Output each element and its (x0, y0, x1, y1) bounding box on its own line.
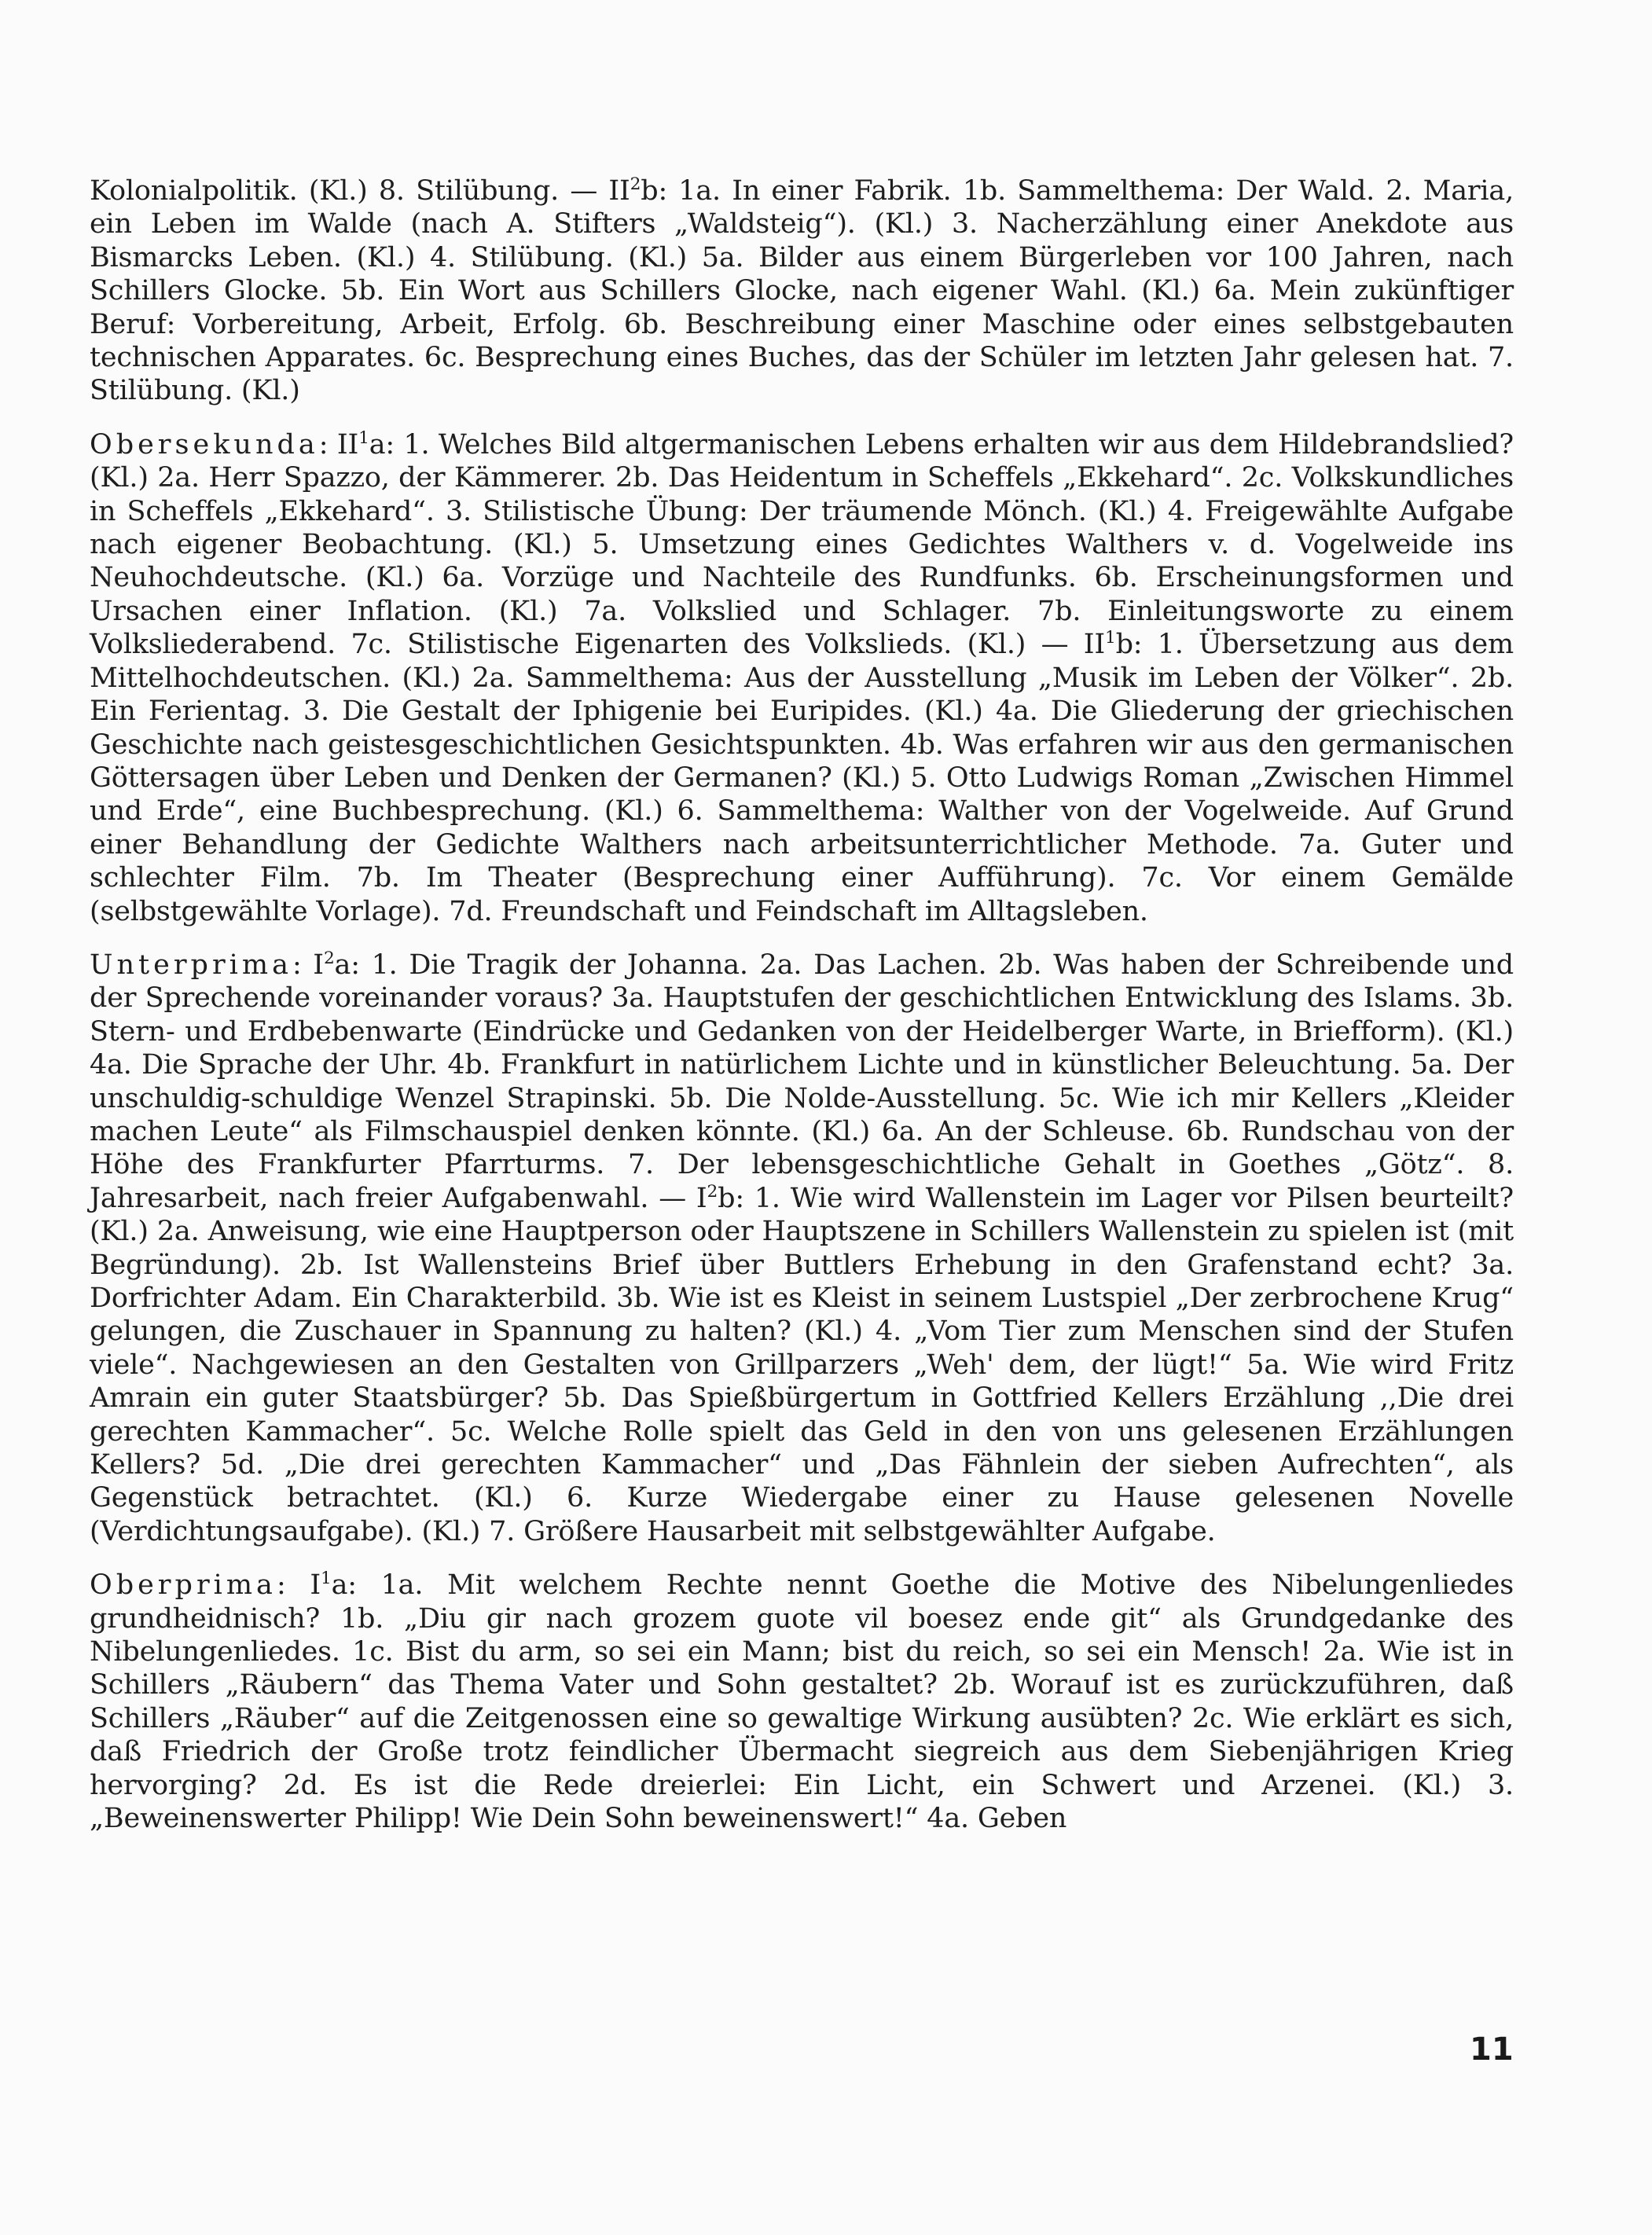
paragraph-oberprima (90, 1569, 1514, 1835)
text-segment: : I (292, 949, 324, 981)
superscript: 2 (707, 1181, 718, 1202)
class-label: Unterprima (90, 949, 292, 981)
class-label: Obersekunda (90, 428, 319, 461)
text-segment: b: 1. Übersetzung aus dem Mittelhochdeutschen. (Kl.) 2a. Sammelthema: Aus der Ausstellung „Musik im Leben der Völker“. 2b. Ein Ferientag. 3. Die Gestalt der Iphigenie bei Euripides. (Kl.) 4a. Die Gliederung der griechischen Geschichte nach geistesgeschichtlichen Gesichtspunkten. 4b. Was erfahren wir aus den germanischen Göttersagen über Leben und Denken der Germanen? (Kl.) 5. Otto Ludwigs Roman „Zwischen Himmel und Erde“, eine Buchbesprechung. (Kl.) 6. Sammelthema: Walther von der Vogelweide. Auf Grund einer Behandlung der Gedichte Walthers nach arbeitsunterrichtlicher Methode. 7a. Guter und schlechter Film. 7b. Im Theater (Besprechung einer Aufführung). 7c. Vor einem Gemälde (selbstgewählte Vorlage). 7d. Freundschaft und Feindschaft im Alltagsleben. (90, 629, 1514, 927)
text-segment: b: 1a. In einer Fabrik. 1b. Sammelthema: Der Wald. 2. Maria, ein Leben im Walde (nach A. Stifters „Waldsteig“). (Kl.) 3. Nacherzählung einer Anekdote aus Bismarcks Leben. (Kl.) 4. Stilübung. (Kl.) 5a. Bilder aus einem Bürgerleben vor 100 Jahren, nach Schillers Glocke. 5b. Ein Wort aus Schillers Glocke, nach eigener Wahl. (Kl.) 6a. Mein zukünftiger Beruf: Vorbereitung, Arbeit, Erfolg. 6b. Beschreibung einer Maschine oder eines selbstgebauten technischen Apparates. 6c. Besprechung eines Buches, das der Schüler im letzten Jahr gelesen hat. 7. Stilübung. (Kl.) (90, 175, 1514, 407)
superscript: 1 (1104, 628, 1116, 648)
page-body (90, 174, 1514, 1856)
text-segment: a: 1. Welches Bild altgermanischen Lebens erhalten wir aus dem Hildebrandslied? (Kl.) 2a. Herr Spazzo, der Kämmerer. 2b. Das Heidentum in Scheffels „Ekkehard“. 2c. Volkskundliches in Scheffels „Ekkehard“. 3. Stilistische Übung: Der träumende Mönch. (Kl.) 4. Freigewählte Aufgabe nach eigener Beobachtung. (Kl.) 5. Umsetzung eines Gedichtes Walthers v. d. Vogelweide ins Neuhochdeutsche. (Kl.) 6a. Vorzüge und Nachteile des Rundfunks. 6b. Erscheinungsformen und Ursachen einer Inflation. (Kl.) 7a. Volkslied und Schlager. 7b. Einleitungsworte zu einem Volksliederabend. 7c. Stilistische Eigenarten des Volkslieds. (Kl.) — II (90, 428, 1514, 661)
page-number: 11 (1470, 2031, 1514, 2068)
text-segment: a: 1. Die Tragik der Johanna. 2a. Das Lachen. 2b. Was haben der Schreibende und der Sprechende voreinander voraus? 3a. Hauptstufen der geschichtlichen Entwicklung des Islams. 3b. Stern- und Erdbebenwarte (Eindrücke und Gedanken von der Heidelberger Warte, in Briefform). (Kl.) 4a. Die Sprache der Uhr. 4b. Frankfurt in natürlichem Lichte und in künstlicher Beleuchtung. 5a. Der unschuldig-schuldige Wenzel Strapinski. 5b. Die Nolde-Ausstellung. 5c. Wie ich mir Kellers „Kleider machen Leute“ als Filmschauspiel denken könnte. (Kl.) 6a. An der Schleuse. 6b. Rundschau von der Höhe des Frankfurter Pfarrturms. 7. Der lebensgeschichtliche Gehalt in Goethes „Götz“. 8. Jahresarbeit, nach freier Aufgabenwahl. — I (90, 949, 1514, 1214)
text-segment: : I (276, 1569, 321, 1602)
text-segment: Kolonialpolitik. (Kl.) 8. Stilübung. — II (90, 175, 630, 207)
class-label: Oberprima (90, 1569, 277, 1602)
paragraph-unterprima (90, 949, 1514, 1548)
text-segment: a: 1a. Mit welchem Rechte nennt Goethe die Motive des Nibelungenliedes grundheidnisch? 1b. „Diu gir nach grozem guote vil boesez ende git“ als Grundgedanke des Nibelungenliedes. 1c. Bist du arm, so sei ein Mann; bist du reich, so sei ein Mensch! 2a. Wie ist in Schillers „Räubern“ das Thema Vater und Sohn gestaltet? 2b. Worauf ist es zurückzuführen, daß Schillers „Räuber“ auf die Zeitgenossen eine so gewaltige Wirkung ausübten? 2c. Wie erklärt es sich, daß Friedrich der Große trotz feindlicher Übermacht siegreich aus dem Siebenjährigen Krieg hervorging? 2d. Es ist die Rede dreierlei: Ein Licht, ein Schwert und Arzenei. (Kl.) 3. „Beweinenswerter Philipp! Wie Dein Sohn beweinenswert!“ 4a. Geben (90, 1569, 1514, 1835)
superscript: 2 (630, 174, 641, 194)
paragraph-obersekunda (90, 428, 1514, 928)
superscript: 2 (323, 948, 335, 968)
paragraph-untersekunda-continued (90, 174, 1514, 408)
text-segment: b: 1. Wie wird Wallenstein im Lager vor Pilsen beurteilt? (Kl.) 2a. Anweisung, wie eine Hauptperson oder Hauptszene in Schillers Wallenstein zu spielen ist (mit Begründung). 2b. Ist Wallensteins Brief über Buttlers Erhebung in den Grafenstand echt? 3a. Dorfrichter Adam. Ein Charakterbild. 3b. Wie ist es Kleist in seinem Lustspiel „Der zerbrochene Krug“ gelungen, die Zuschauer in Spannung zu halten? (Kl.) 4. „Vom Tier zum Menschen sind der Stufen viele“. Nachgewiesen an den Gestalten von Grillparzers „Weh' dem, der lügt!“ 5a. Wie wird Fritz Amrain ein guter Staatsbürger? 5b. Das Spießbürgertum in Gottfried Kellers Erzählung ,,Die drei gerechten Kammacher“. 5c. Welche Rolle spielt das Geld in den von uns gelesenen Erzählungen Kellers? 5d. „Die drei gerechten Kammacher“ und „Das Fähnlein der sieben Aufrechten“, als Gegenstück betrachtet. (Kl.) 6. Kurze Wiedergabe einer zu Hause gelesenen Novelle (Verdichtungsaufgabe). (Kl.) 7. Größere Hausarbeit mit selbstgewählter Aufgabe. (90, 1182, 1514, 1547)
superscript: 1 (358, 428, 369, 448)
superscript: 1 (320, 1569, 332, 1589)
text-segment: : II (318, 428, 359, 461)
